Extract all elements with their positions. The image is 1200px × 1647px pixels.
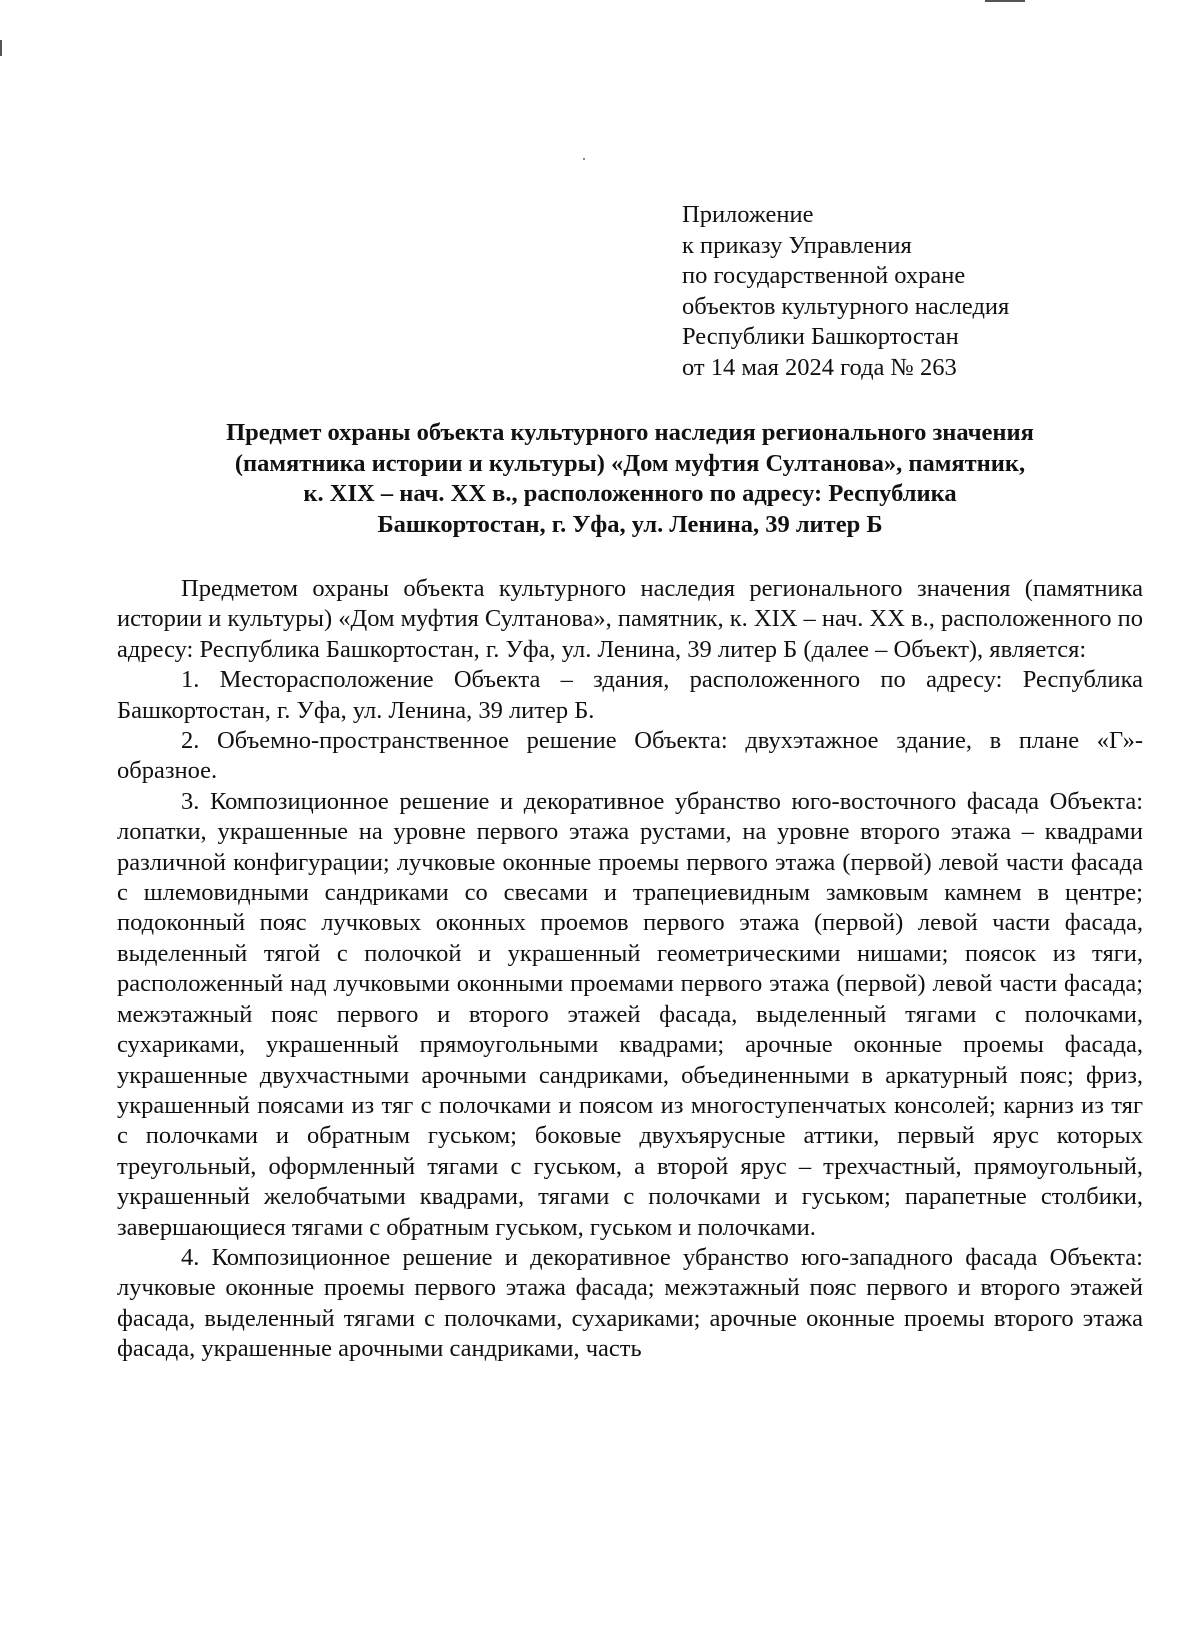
title-line: Предмет охраны объекта культурного наследия регионального значения: [226, 419, 1034, 446]
appendix-line: объектов культурного наследия: [682, 292, 1010, 320]
title-line: Башкортостан, г. Уфа, ул. Ленина, 39 литер Б: [377, 510, 883, 538]
appendix-line: к приказу Управления: [682, 231, 912, 259]
scan-edge-mark: [985, 0, 1025, 2]
appendix-line: Республики Башкортостан: [682, 323, 959, 351]
item-paragraph-1: 1. Месторасположение Объекта – здания, расположенного по адресу: Республика Башкортостан, г. Уфа, ул. Ленина, 39 литер Б.: [117, 666, 1143, 724]
appendix-line: по государственной охране: [682, 262, 966, 290]
appendix-header: [682, 200, 1009, 384]
document-title: [110, 418, 1150, 540]
item-paragraph-3: 3. Композиционное решение и декоративное убранство юго-восточного фасада Объекта: лопатки, украшенные на уровне первого этажа рустами, на уровне второго этажа – квадрами различной конфигурации; лучковые оконные проемы первого этажа (первой) левой части фасада с шлемовидными сандриками со свесами и трапециевидным замковым камнем в центре; подоконный пояс лучковых оконных проемов первого этажа (первой) левой части фасада, выделенный тягой с полочкой и украшенный геометрическими нишами; поясок из тяги, расположенный над лучковыми оконными проемами первого этажа (первой) левой части фасада; межэтажный пояс первого и второго этажей фасада, выделенный тягами с полочками, сухариками, украшенный прямоугольными квадрами; арочные оконные проемы фасада, украшенные двухчастными арочными сандриками, объединенными в аркатурный пояс; фриз, украшенный поясами из тяг с полочками и поясом из многоступенчатых консолей; карниз из тяг с полочками и обратным гуськом; боковые двухъярусные аттики, первый ярус которых треугольный, оформленный тягами с гуськом, а второй ярус – трехчастный, прямоугольный, украшенный желобчатыми квадрами, тягами с полочками и гуськом; парапетные столбики, завершающиеся тягами с обратным гуськом, гуськом и полочками.: [117, 787, 1143, 1241]
title-line: к. XIX – нач. XX в., расположенного по адресу: Республика: [303, 480, 957, 507]
item-paragraph-2: 2. Объемно-пространственное решение Объекта: двухэтажное здание, в плане «Г»-образное.: [117, 727, 1143, 785]
item-paragraph-4: 4. Композиционное решение и декоративное убранство юго-западного фасада Объекта: лучковые оконные проемы первого этажа фасада; межэтажный пояс первого и второго этажей фасада, выделенный тягами с полочками, сухариками; арочные оконные проемы второго этажа фасада, украшенные арочными сандриками, часть: [117, 1243, 1143, 1363]
appendix-line: Приложение: [682, 201, 814, 228]
title-line: (памятника истории и культуры) «Дом муфтия Султанова», памятник,: [234, 449, 1026, 477]
document-body: [117, 574, 1143, 1365]
intro-paragraph: Предметом охраны объекта культурного наследия регионального значения (памятника истории и культуры) «Дом муфтия Султанова», памятник, к. XIX – нач. XX в., расположенного по адресу: Республика Башкортостан, г. Уфа, ул. Ленина, 39 литер Б (далее – Объект), является:: [117, 575, 1143, 663]
scan-speck: [583, 158, 585, 160]
appendix-date-line: от 14 мая 2024 года № 263: [682, 353, 957, 381]
scan-edge-mark: [0, 40, 2, 56]
